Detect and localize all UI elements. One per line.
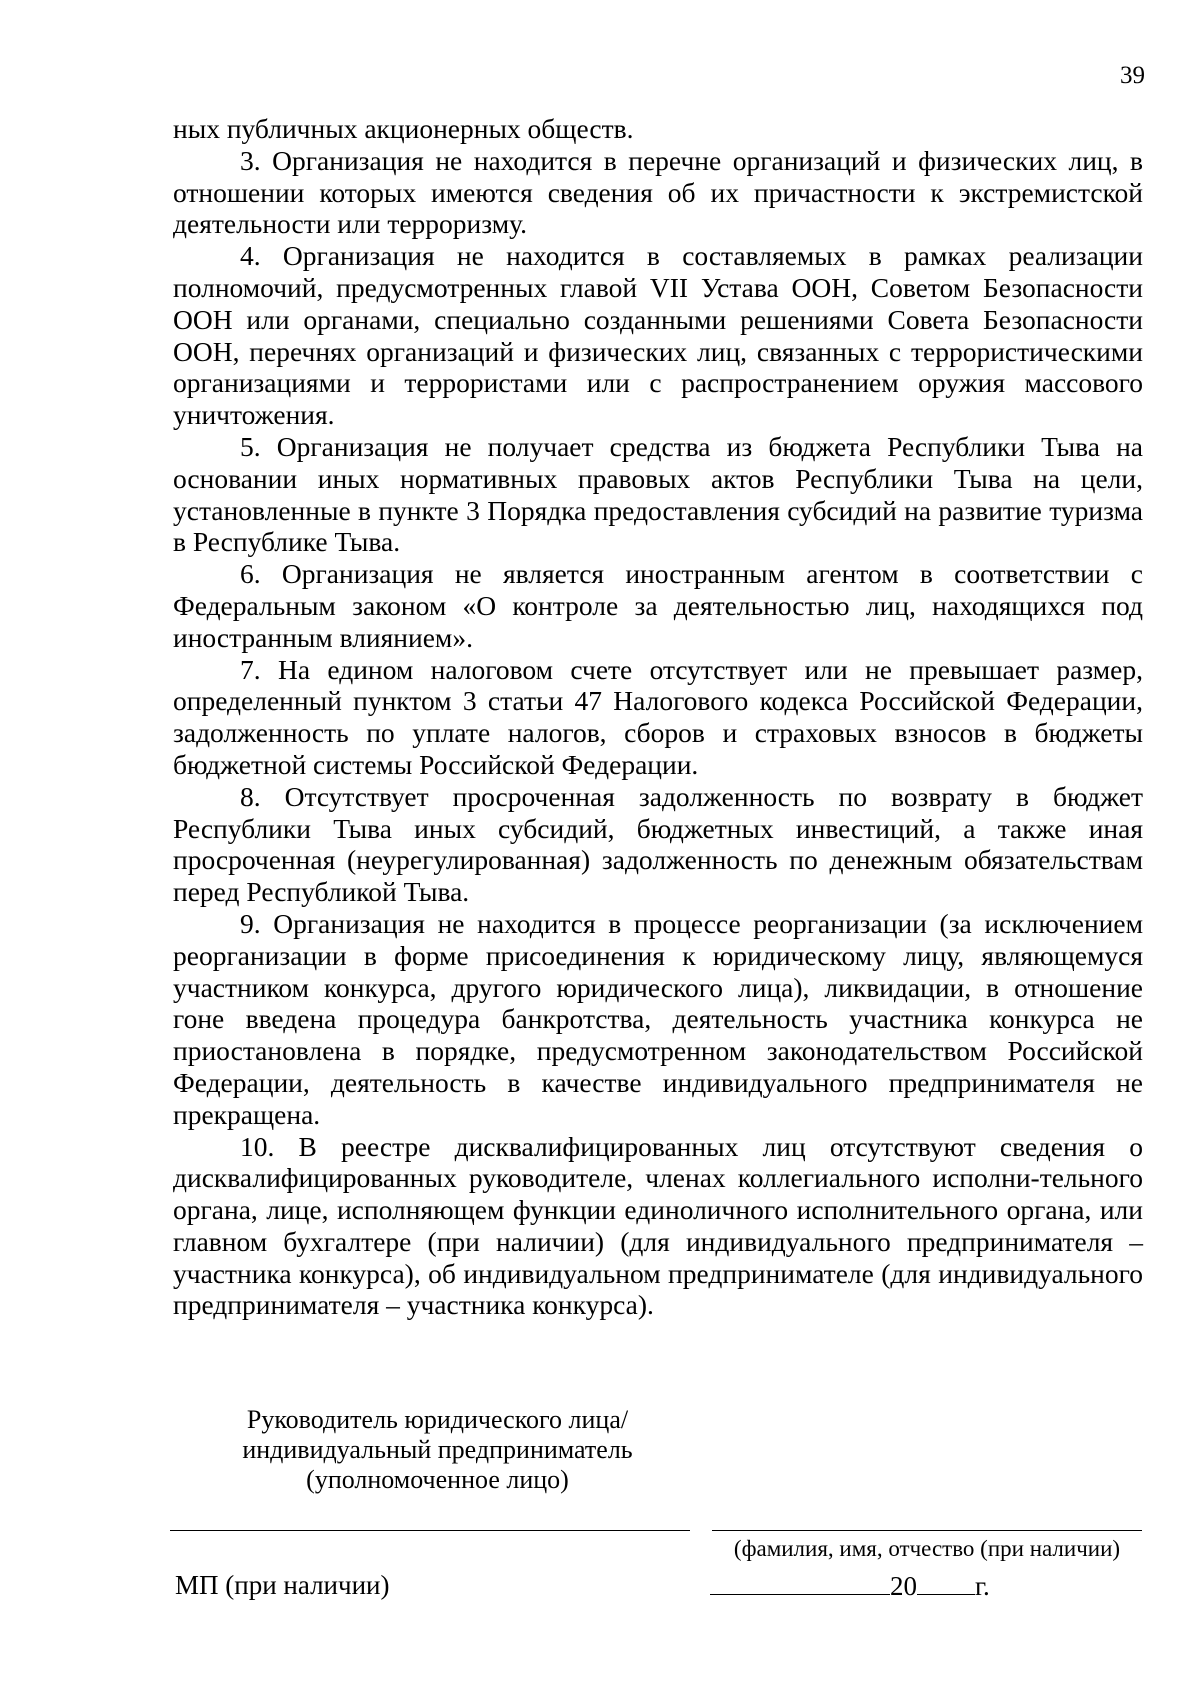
paragraph-item-9: 9. Организация не находится в процессе реорганизации (за исключением реорганизации в форме присоединения к юридическому лицу, являющемуся участником конкурса, другого юридического лица), ликвидации, в отношение гоне введена процедура банкротства, деятельность участника конкурса не приостановлена в порядке, предусмотренном законодательством Российской Федерации, деятельность в качестве индивидуального предпринимателя не прекращена. [173,907,1143,1130]
paragraph-item-3: 3. Организация не находится в перечне организаций и физических лиц, в отношении которых имеются сведения об их причастности к экстремистской деятельности или терроризму. [173,144,1143,240]
paragraph-item-5: 5. Организация не получает средства из бюджета Республики Тыва на основании иных нормативных правовых актов Республики Тыва на цели, установленные в пункте 3 Порядка предоставления субсидий на развитие туризма в Республике Тыва. [173,430,1143,558]
date-year-blank [917,1570,975,1595]
date-day-month-blank [710,1570,890,1595]
paragraph-item-7: 7. На едином налоговом счете отсутствует или не превышает размер, определенный пунктом 3 статьи 47 Налогового кодекса Российской Федерации, задолженность по уплате налогов, сборов и страховых взносов в бюджеты бюджетной системы Российской Федерации. [173,653,1143,780]
paragraph-item-10: 10. В реестре дисквалифицированных лиц отсутствуют сведения о дисквалифицированных руководителе, членах коллегиального исполни-тельного органа, лице, исполняющем функции единоличного исполнительного органа, или главном бухгалтере (при наличии) (для индивидуального предпринимателя – участника конкурса), об индивидуальном предпринимателе (для индивидуального предпринимателя – участника конкурса). [173,1130,1143,1321]
signatory-title [200,1405,675,1495]
paragraph-item-8: 8. Отсутствует просроченная задолженность по возврату в бюджет Республики Тыва иных субсидий, бюджетных инвестиций, а также иная просроченная (неурегулированная) задолженность по денежным обязательствам перед Республикой Тыва. [173,780,1143,908]
page-number: 39 [1120,62,1145,89]
full-name-line [712,1530,1142,1531]
date-line [710,1570,990,1602]
date-suffix: г. [975,1571,990,1601]
date-century: 20 [890,1571,917,1601]
signatory-title-line-2: индивидуальный предприниматель [242,1435,633,1464]
paragraph-continuation: ных публичных акционерных обществ. [173,113,634,144]
signature-line [170,1530,690,1531]
stamp-label: МП (при наличии) [175,1570,390,1600]
paragraph-item-4: 4. Организация не находится в составляемых в рамках реализации полномочий, предусмотренных главой VII Устава ООН, Советом Безопасности ООН или органами, специально созданными решениями Совета Безопасности ООН, перечнях организаций и физических лиц, связанных с террористическими организациями и террористами или с распространением оружия массового уничтожения. [173,240,1143,431]
paragraph-item-6: 6. Организация не является иностранным агентом в соответствии с Федеральным законом «О контроле за деятельностью лиц, находящихся под иностранным влиянием». [173,558,1143,653]
signatory-title-line-1: Руководитель юридического лица/ [246,1405,629,1434]
full-name-caption: (фамилия, имя, отчество (при наличии) [733,1536,1121,1561]
signatory-title-line-3: (уполномоченное лицо) [306,1465,569,1494]
body-text [173,113,1143,1321]
